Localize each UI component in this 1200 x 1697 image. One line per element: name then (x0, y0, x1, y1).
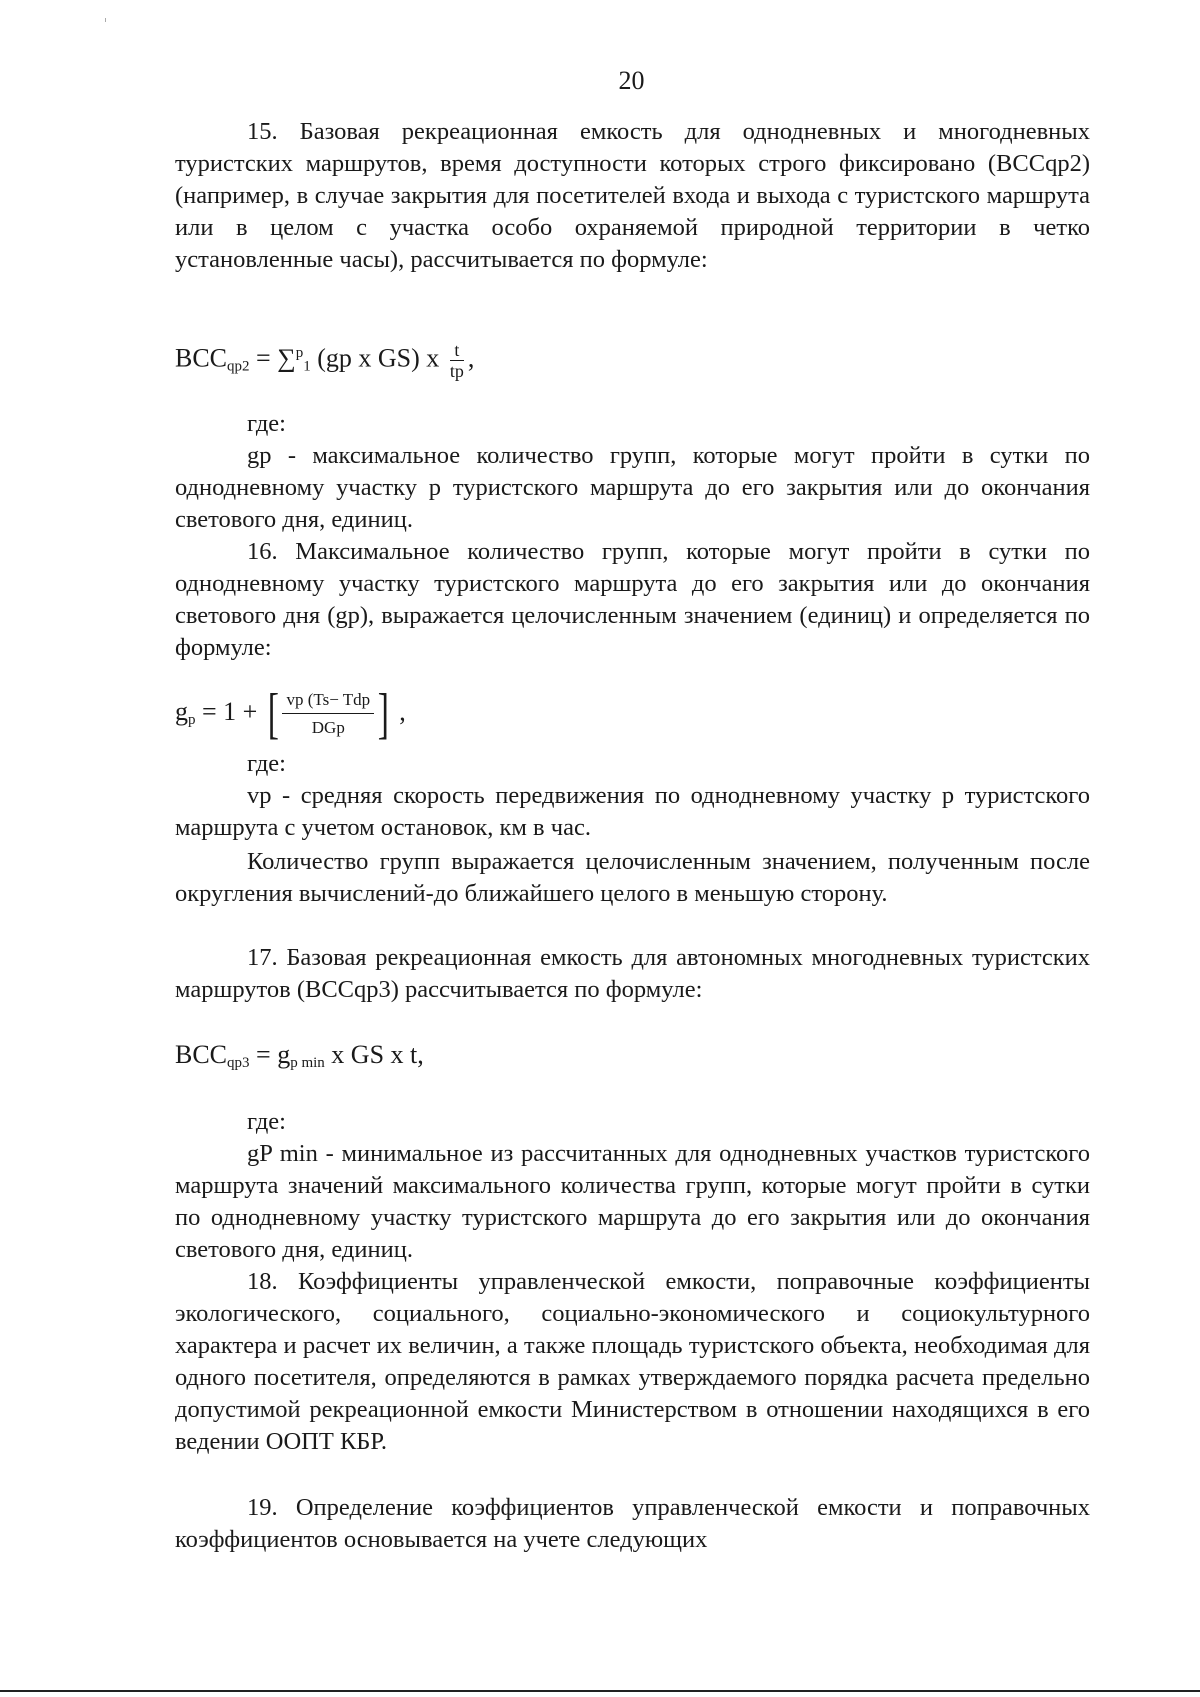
paragraph-19 (175, 1492, 1090, 1556)
paragraph-17-text: 17. Базовая рекреационная емкость для автономных многодневных туристских маршрутов (BCCqp3) рассчитывается по формуле: (175, 944, 1090, 1003)
paragraph-groups-text: Количество групп выражается целочисленным значением, полученным после округления вычислений-до ближайшего целого в меньшую сторону. (175, 848, 1090, 907)
scan-mark (105, 18, 106, 22)
floor-bracket (264, 683, 393, 745)
definition-vp-text: vp - средняя скорость передвижения по однодневному участку p туристского маршрута с учетом остановок, км в час. (175, 782, 1090, 841)
formula-lhs: BCC (175, 343, 228, 373)
right-bracket-icon: ] (377, 683, 390, 745)
formula2-lhs-sub: p (188, 711, 196, 728)
formula3-g-sub: p min (290, 1055, 325, 1071)
fraction-numerator: t (450, 340, 464, 361)
where-label-1: где: (247, 410, 286, 437)
paragraph-15-text: 15. Базовая рекреационная емкость для однодневных и многодневных туристских маршрутов, время доступности которых строго фиксировано (BCCqp2) (например, в случае закрытия для посетителей входа и выхода с туристского маршрута или в целом с участка особо охраняемой природной территории в четко установленные часы), рассчитывается по формуле: (175, 118, 1090, 273)
formula-bcc-qp3 (175, 1040, 424, 1072)
formula-eq: = (249, 343, 278, 373)
formula2-lhs: g (175, 696, 188, 726)
formula3-lhs-sub: qp3 (227, 1055, 250, 1071)
formula-body: (gp x GS) x (310, 343, 446, 373)
page-number: 20 (618, 66, 645, 95)
sigma-symbol: ∑ (277, 343, 296, 373)
paragraph-19-text: 19. Определение коэффициентов управленческой емкости и поправочных коэффициентов основывается на учете следующих (175, 1494, 1090, 1553)
paragraph-18-text: 18. Коэффициенты управленческой емкости, поправочные коэффициенты экологического, социального, социально-экономического и социокультурного характера и расчет их величин, а также площадь туристского объекта, необходимая для одного посетителя, определяются в рамках утверждаемого порядка расчета предельно допустимой рекреационной емкости Министерством в отношении находящихся в его ведении ООПТ КБР. (175, 1268, 1090, 1455)
definition-gpmin-text: gP min - минимальное из рассчитанных для однодневных участков туристского маршрута значений максимального количества групп, которые могут пройти в сутки по однодневному участку туристского маршрута до его закрытия или до окончания светового дня, единиц. (175, 1140, 1090, 1263)
formula3-eq: = g (249, 1040, 291, 1069)
definition-gp (175, 440, 1090, 536)
left-bracket-icon: [ (267, 683, 279, 745)
formula-gp (175, 683, 406, 745)
where-label-3: где: (247, 1108, 286, 1135)
definition-gp-text: gp - максимальное количество групп, которые могут пройти в сутки по однодневному участку p туристского маршрута до его закрытия или до окончания светового дня, единиц. (175, 442, 1090, 533)
definition-gpmin (175, 1138, 1090, 1266)
definition-vp (175, 780, 1090, 844)
bracket-numerator: vp (Ts− Tdp (282, 689, 374, 714)
formula-lhs-sub: qp2 (227, 358, 250, 375)
formula2-tail: , (392, 696, 406, 726)
bracket-denominator: DGp (311, 718, 345, 737)
paragraph-17 (175, 942, 1090, 1006)
formula-tail: , (467, 343, 475, 373)
paragraph-groups (175, 846, 1090, 910)
fraction-denominator: tp (449, 361, 464, 381)
paragraph-16-text: 16. Максимальное количество групп, которые могут пройти в сутки по однодневному участку туристского маршрута до его закрытия или до окончания светового дня (gp), выражается целочисленным значением (единиц) и определяется по формуле: (175, 538, 1090, 661)
paragraph-15 (175, 116, 1090, 276)
formula2-eq: = 1 + (195, 696, 264, 726)
paragraph-16 (175, 536, 1090, 664)
bottom-rule (0, 1690, 1200, 1692)
bracket-fraction (282, 689, 374, 739)
sigma-sup: p (295, 344, 304, 361)
sigma-sub: 1 (303, 358, 311, 375)
formula-bcc-qp2 (175, 340, 474, 381)
paragraph-18 (175, 1266, 1090, 1458)
formula3-rest: x GS x t, (324, 1040, 424, 1069)
where-label-2: где: (247, 750, 286, 777)
formula3-lhs: BCC (175, 1040, 228, 1069)
fraction (450, 340, 464, 381)
